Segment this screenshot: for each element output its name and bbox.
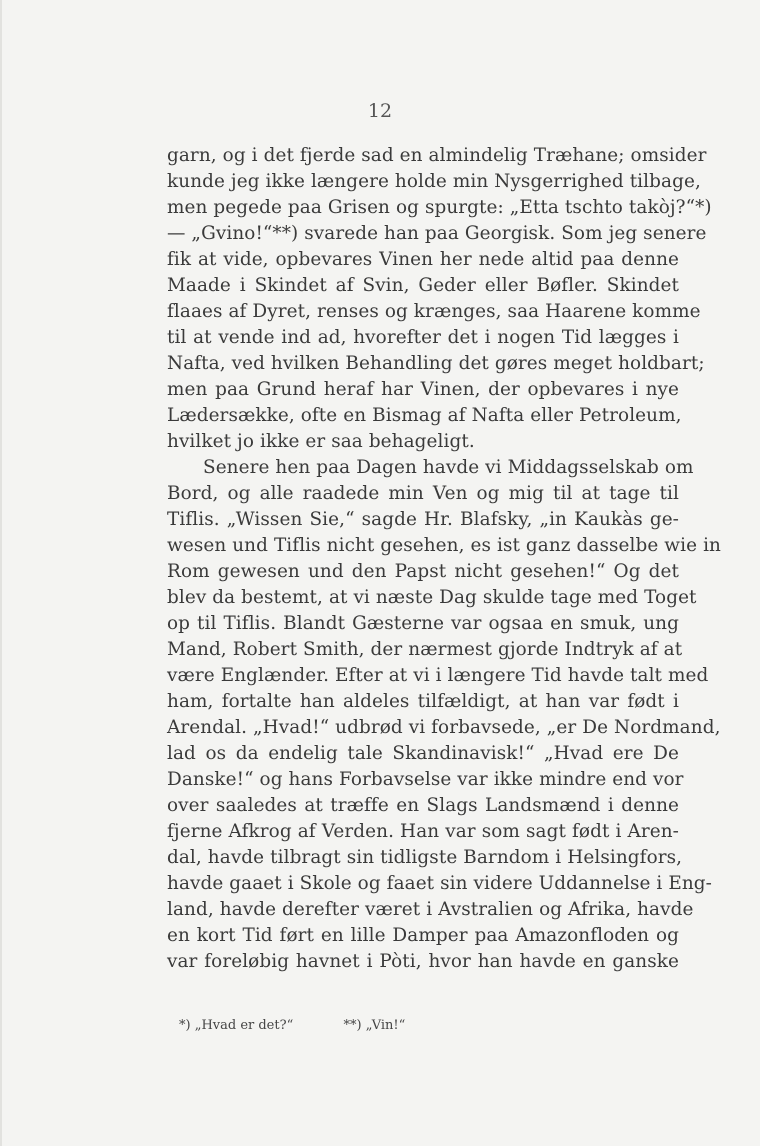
paragraph-start-line: Senere hen paa Dagen havde vi Middagsselskab om <box>203 457 694 478</box>
page-number: 12 <box>367 100 393 122</box>
text-line: Danske!“ og hans Forbavselse var ikke mindre end vor <box>167 769 684 790</box>
text-line: kunde jeg ikke længere holde min Nysgerrighed tilbage, <box>167 171 701 192</box>
text-line: en kort Tid ført en lille Damper paa Amazonfloden og <box>167 925 679 946</box>
paragraph-end-line: hvilket jo ikke er saa behageligt. <box>167 431 475 452</box>
text-line: men pegede paa Grisen og spurgte: „Etta tschto takòj?“*) <box>167 197 712 218</box>
text-line: fjerne Afkrog af Verden. Han var som sagt født i Aren- <box>167 821 679 842</box>
text-line: garn, og i det fjerde sad en almindelig Træhane; omsider <box>167 145 707 166</box>
text-line: fik at vide, opbevares Vinen her nede altid paa denne <box>167 249 679 270</box>
body-text <box>167 143 721 975</box>
text-line: dal, havde tilbragt sin tidligste Barndom i Helsingfors, <box>167 847 683 868</box>
text-line: Tiflis. „Wissen Sie,“ sagde Hr. Blafsky, „in Kaukàs ge- <box>167 509 679 530</box>
text-line: til at vende ind ad, hvorefter det i nogen Tid lægges i <box>167 327 679 348</box>
text-line: lad os da endelig tale Skandinavisk!“ „Hvad ere De <box>167 743 679 764</box>
text-line: var foreløbig havnet i Pòti, hvor han havde en ganske <box>167 951 679 972</box>
text-line: Arendal. „Hvad!“ udbrød vi forbavsede, „er De Nordmand, <box>167 717 721 738</box>
text-line: Bord, og alle raadede min Ven og mig til at tage til <box>167 483 679 504</box>
footnote-1: *) „Hvad er det?“ <box>179 1018 294 1033</box>
text-line: blev da bestemt, at vi næste Dag skulde tage med Toget <box>167 587 697 608</box>
text-line: være Englænder. Efter at vi i længere Tid havde talt med <box>167 665 709 686</box>
text-line: Mand, Robert Smith, der nærmest gjorde Indtryk af at <box>167 639 683 660</box>
text-line: — „Gvino!“**) svarede han paa Georgisk. Som jeg senere <box>167 223 707 244</box>
footnotes <box>179 1018 405 1033</box>
text-line: flaaes af Dyret, renses og krænges, saa Haarene komme <box>167 301 701 322</box>
text-line: Maade i Skindet af Svin, Geder eller Bøfler. Skindet <box>167 275 679 296</box>
text-line: Nafta, ved hvilken Behandling det gøres meget holdbart; <box>167 353 705 374</box>
footnote-2: **) „Vin!“ <box>343 1018 406 1033</box>
text-line: over saaledes at træffe en Slags Landsmænd i denne <box>167 795 679 816</box>
text-line: wesen und Tiflis nicht gesehen, es ist ganz dasselbe wie in <box>167 535 721 556</box>
text-line: Rom gewesen und den Papst nicht gesehen!“ Og det <box>167 561 679 582</box>
text-line: land, havde derefter været i Avstralien og Afrika, havde <box>167 899 694 920</box>
text-line: havde gaaet i Skole og faaet sin videre Uddannelse i Eng- <box>167 873 712 894</box>
page-edge <box>0 0 2 1146</box>
text-line: men paa Grund heraf har Vinen, der opbevares i nye <box>167 379 679 400</box>
text-line: op til Tiflis. Blandt Gæsterne var ogsaa en smuk, ung <box>167 613 679 634</box>
text-line: Lædersække, ofte en Bismag af Nafta eller Petroleum, <box>167 405 682 426</box>
text-line: ham, fortalte han aldeles tilfældigt, at han var født i <box>167 691 679 712</box>
